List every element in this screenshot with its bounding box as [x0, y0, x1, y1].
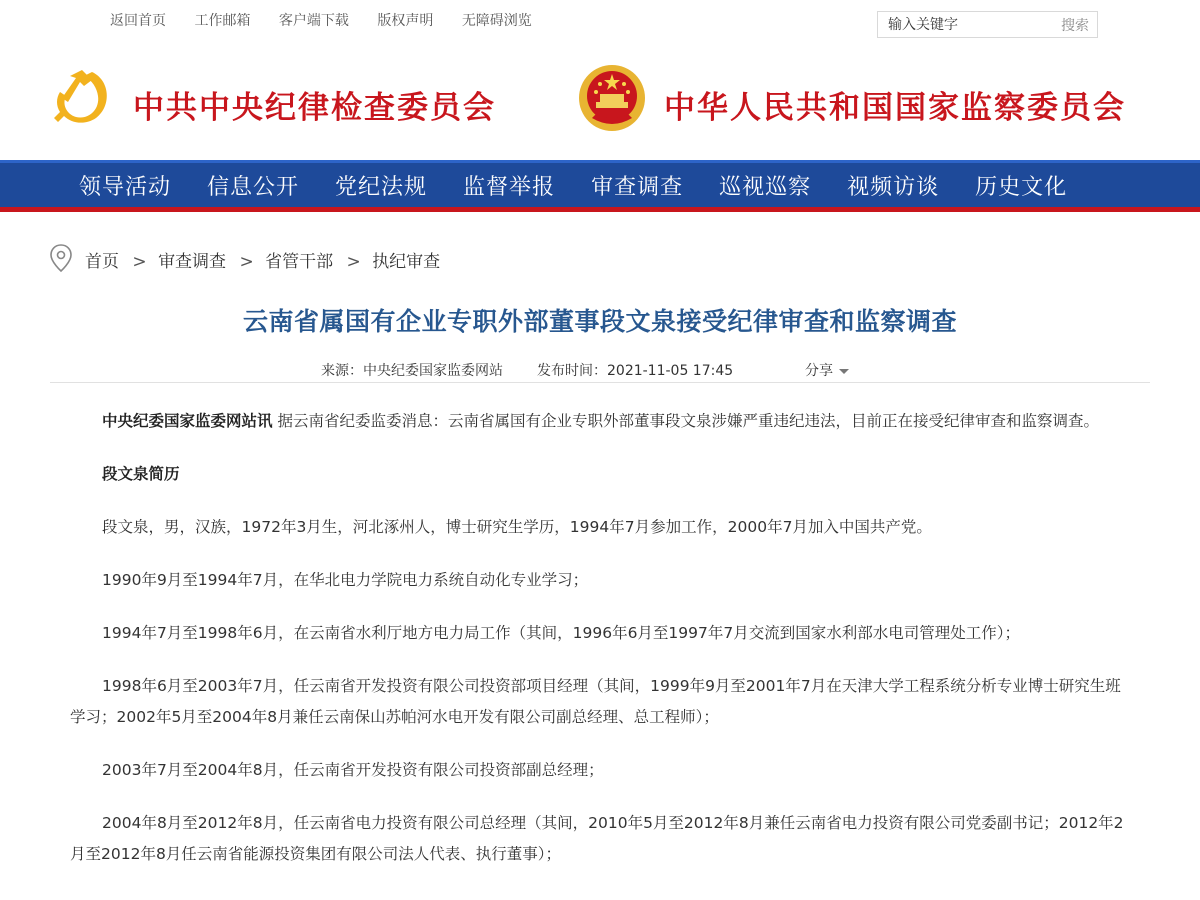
breadcrumb-separator: > — [132, 252, 147, 272]
location-pin-icon — [48, 243, 74, 273]
article-publish-time: 发布时间：2021-11-05 17:45 — [537, 363, 734, 379]
org-title-ccdi: 中共中央纪律检查委员会 — [133, 90, 496, 126]
breadcrumb-list — [85, 247, 440, 272]
org-title-nsc: 中华人民共和国国家监察委员会 — [664, 90, 1126, 126]
party-emblem-icon — [52, 66, 116, 130]
share-label: 分享 — [805, 363, 833, 379]
top-links — [110, 10, 556, 30]
bio-heading-text: 段文泉简历 — [102, 465, 180, 483]
nav-item-investigation[interactable]: 审查调查 — [591, 174, 684, 200]
article-meta — [0, 356, 1200, 390]
breadcrumb-home[interactable]: 首页 — [85, 252, 119, 272]
breadcrumb-separator: > — [239, 252, 254, 272]
top-link-accessibility[interactable]: 无障碍浏览 — [461, 13, 532, 29]
nav-item-party-regulations[interactable]: 党纪法规 — [335, 174, 428, 200]
top-link-home[interactable]: 返回首页 — [110, 13, 166, 29]
bio-paragraph: 1998年6月至2003年7月，任云南省开发投资有限公司投资部项目经理（其间，1999年9月至2001年7月在天津大学工程系统分析专业博士研究生班学习；2002年5月至2004年8月兼任云南保山苏帕河水电开发有限公司副总经理、总工程师）； — [70, 677, 1121, 726]
nav-item-supervision-report[interactable]: 监督举报 — [463, 174, 556, 200]
top-link-copyright[interactable]: 版权声明 — [377, 13, 434, 29]
bio-heading — [70, 459, 1130, 490]
share-button[interactable] — [805, 360, 849, 380]
bio-paragraph: 2003年7月至2004年8月，任云南省开发投资有限公司投资部副总经理； — [102, 761, 604, 779]
breadcrumb-separator: > — [346, 252, 361, 272]
main-nav — [0, 160, 1200, 207]
article-title: 云南省属国有企业专职外部董事段文泉接受纪律审查和监察调查 — [242, 307, 957, 336]
article-lead — [70, 406, 1130, 437]
article-source: 来源：中央纪委国家监委网站 — [321, 363, 503, 379]
article-body — [70, 406, 1130, 892]
lead-source-bold: 中央纪委国家监委网站讯 — [102, 412, 273, 430]
nav-item-inspection[interactable]: 巡视巡察 — [719, 174, 812, 200]
search-box — [877, 11, 1098, 38]
breadcrumb-investigation[interactable]: 审查调查 — [158, 252, 227, 272]
nav-item-history-culture[interactable]: 历史文化 — [975, 174, 1068, 200]
nav-item-video-interviews[interactable]: 视频访谈 — [847, 174, 940, 200]
nav-item-leadership[interactable]: 领导活动 — [79, 174, 172, 200]
bio-paragraph: 2004年8月至2012年8月，任云南省电力投资有限公司总经理（其间，2010年5月至2012年8月兼任云南省电力投资有限公司党委副书记；2012年2月至2012年8月任云南省能源投资集团有限公司法人代表、执行董事）； — [70, 814, 1124, 863]
breadcrumb-discipline-review[interactable]: 执纪审查 — [372, 252, 441, 272]
search-input[interactable] — [878, 12, 1058, 37]
search-button[interactable]: 搜索 — [1061, 18, 1089, 34]
nav-item-info-disclosure[interactable]: 信息公开 — [207, 174, 300, 200]
chevron-down-icon — [839, 369, 849, 374]
lead-text: 据云南省纪委监委消息：云南省属国有企业专职外部董事段文泉涉嫌严重违纪违法，目前正在接受纪律审查和监察调查。 — [272, 412, 1099, 430]
top-link-client-download[interactable]: 客户端下载 — [278, 13, 349, 29]
breadcrumb-provincial-cadres[interactable]: 省管干部 — [265, 252, 334, 272]
meta-divider — [50, 382, 1150, 383]
breadcrumb — [0, 212, 1200, 284]
top-bar — [0, 0, 1200, 46]
national-emblem-icon — [578, 64, 646, 132]
top-link-email[interactable]: 工作邮箱 — [194, 13, 251, 29]
bio-paragraph: 段文泉，男，汉族，1972年3月生，河北涿州人，博士研究生学历，1994年7月参加工作，2000年7月加入中国共产党。 — [102, 518, 932, 536]
site-header — [0, 46, 1200, 160]
bio-paragraph: 1994年7月至1998年6月，在云南省水利厅地方电力局工作（其间，1996年6月至1997年7月交流到国家水利部水电司管理处工作）； — [102, 624, 1020, 642]
bio-paragraph: 1990年9月至1994年7月，在华北电力学院电力系统自动化专业学习； — [102, 571, 589, 589]
